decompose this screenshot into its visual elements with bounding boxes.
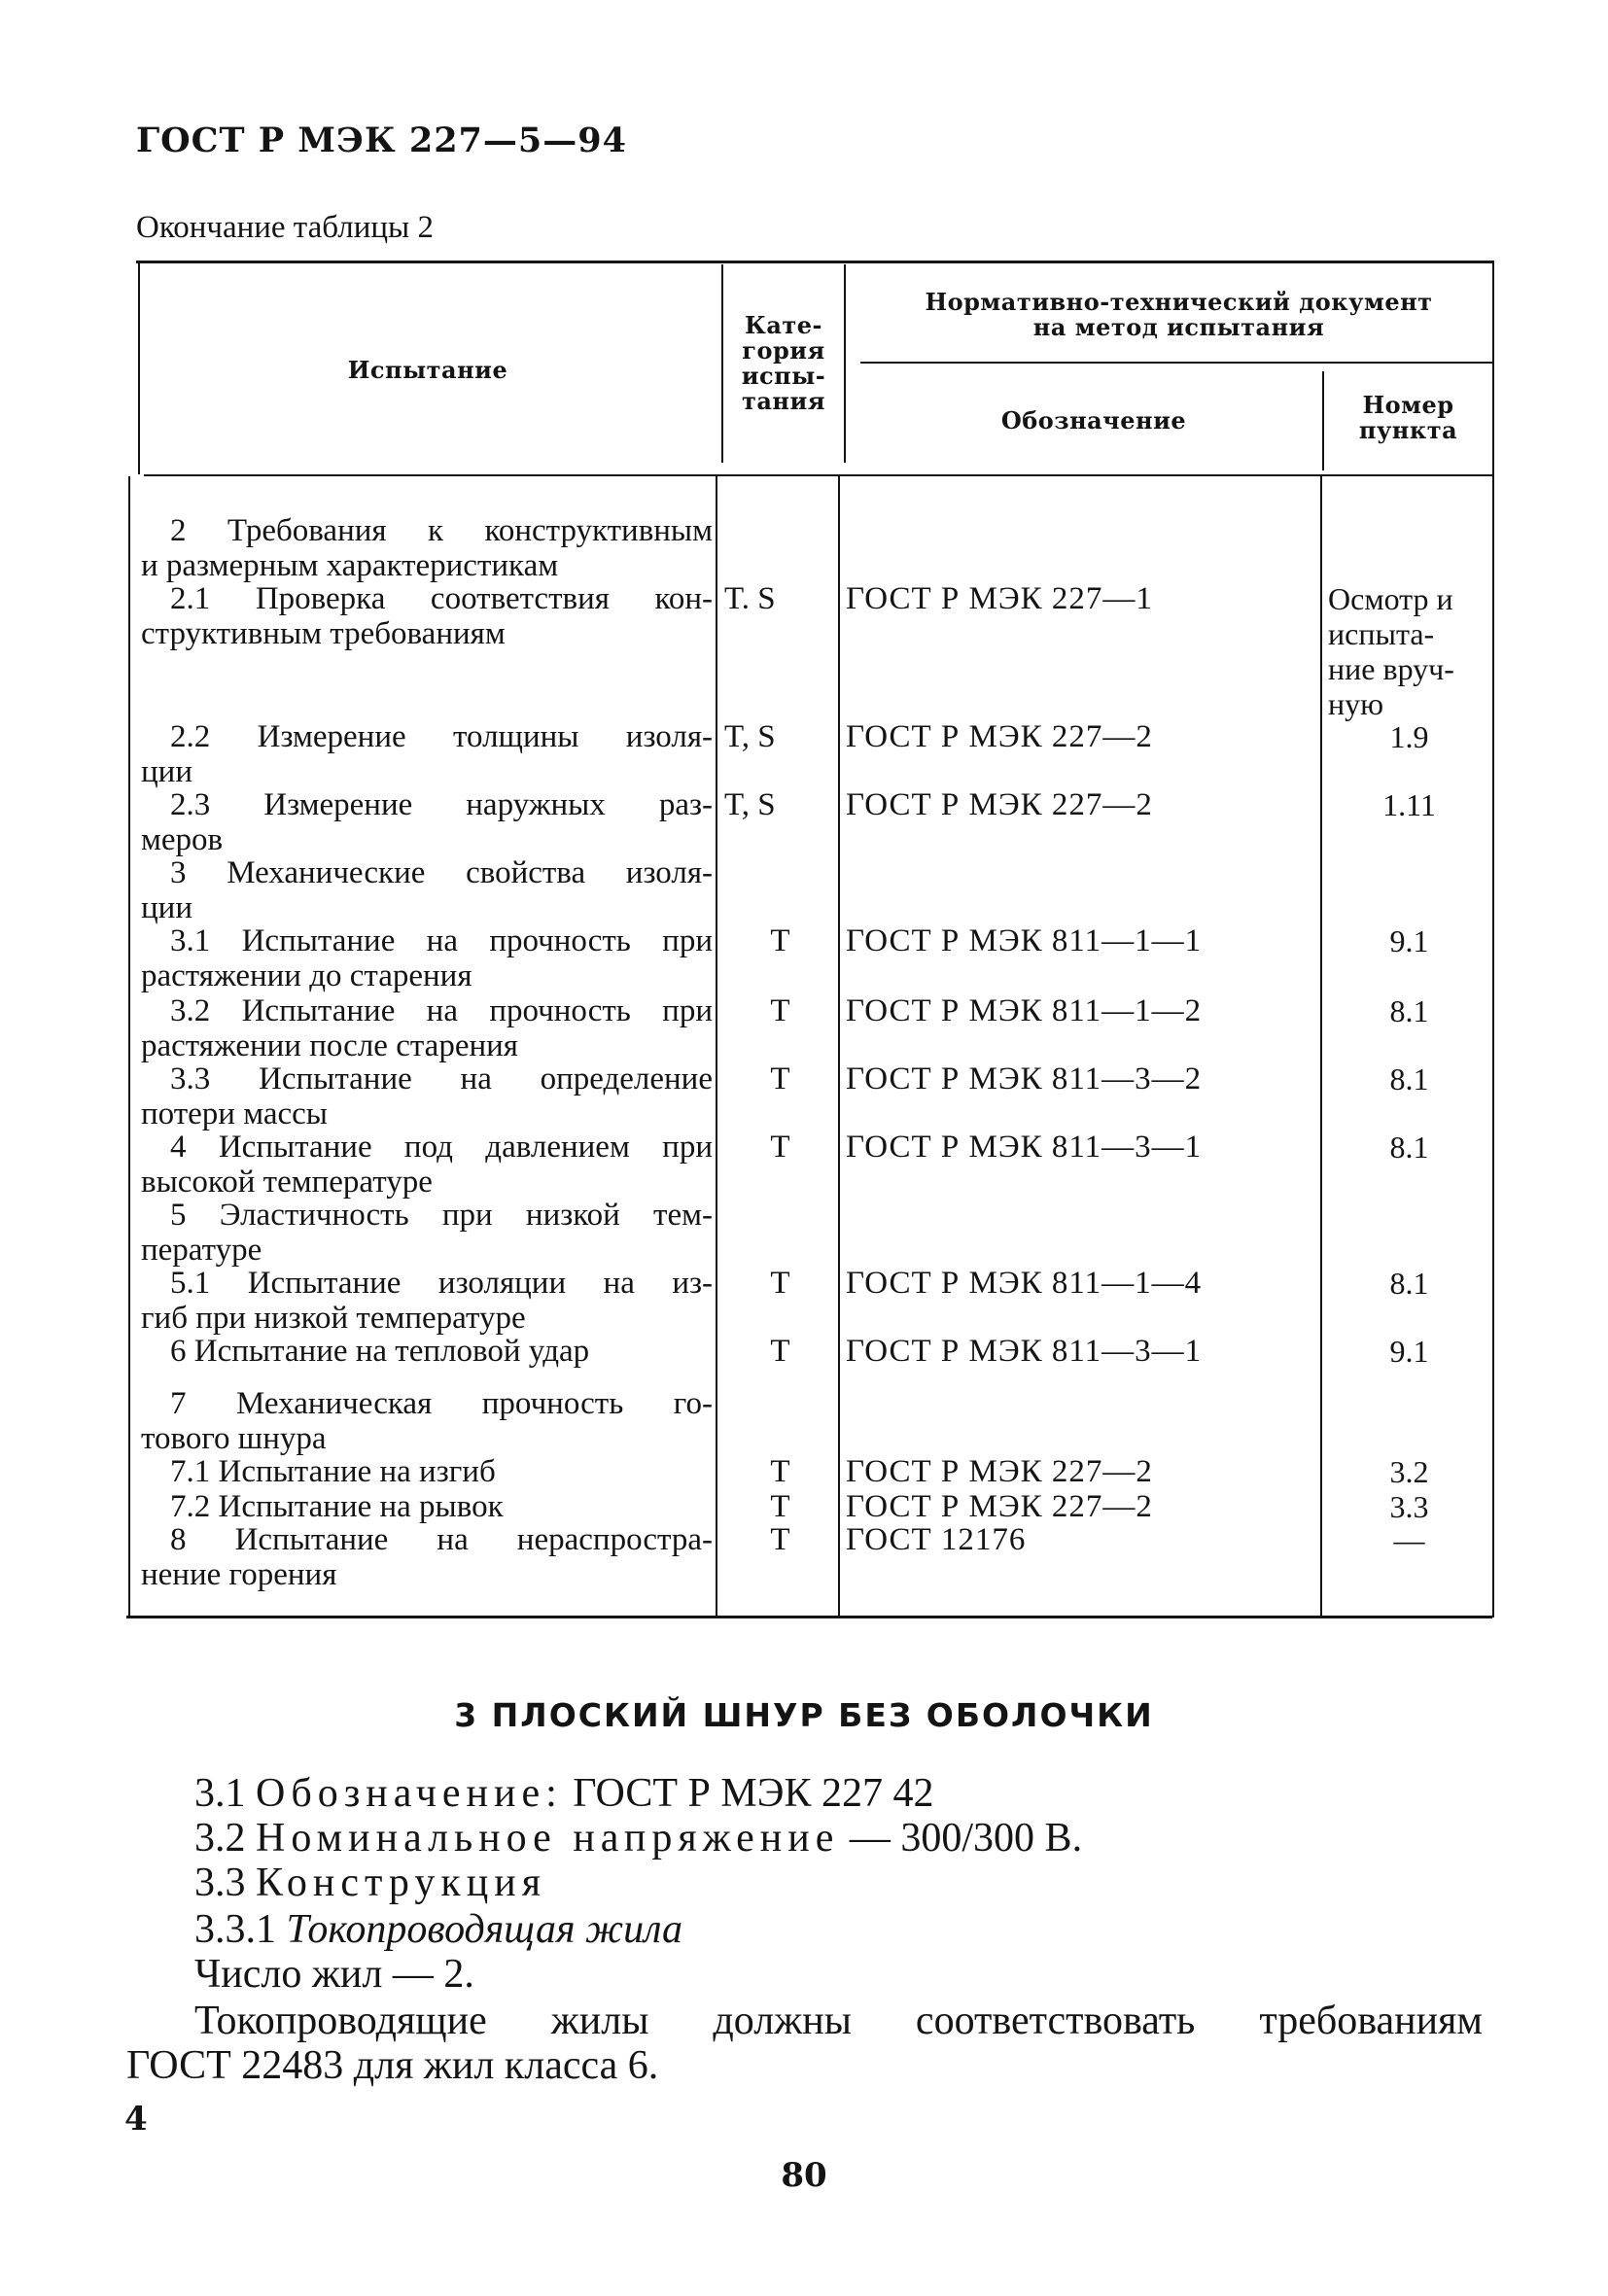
- cell-category: T: [770, 1061, 790, 1096]
- cell-test-line: 5.1 Испытание изоляции на из-: [170, 1266, 713, 1301]
- cell-test: [141, 719, 713, 789]
- cell-test-line: 2.2 Измерение толщины изоля-: [170, 719, 713, 754]
- cell-test-line: 2.3 Измерение наружных раз-: [170, 787, 713, 822]
- paragraph-conductor-count: Число жил — 2.: [194, 1952, 474, 1997]
- cell-test: [141, 855, 713, 925]
- header-category-line: Кате-: [745, 311, 822, 339]
- cell-clause-line: 9.1: [1389, 1334, 1429, 1369]
- cell-clause: [1324, 787, 1494, 822]
- header-category-line: испы-: [741, 362, 826, 390]
- clause-value: ГОСТ Р МЭК 227 42: [573, 1771, 934, 1816]
- cell-clause-line: —: [1393, 1522, 1425, 1557]
- paragraph-conductor-requirements: Токопроводящие жилы должны соответствовать требованиям: [194, 1999, 1483, 2043]
- cell-test-line: ции: [141, 754, 192, 789]
- cell-test: [141, 923, 713, 993]
- cell-test-line: 3 Механические свойства изоля-: [170, 855, 713, 890]
- clause-value: — 300/300 В.: [849, 1816, 1083, 1861]
- cell-clause: [1324, 1061, 1494, 1096]
- cell-clause-line: 9.1: [1389, 923, 1429, 958]
- cell-designation: ГОСТ Р МЭК 811—3—2: [846, 1061, 1203, 1096]
- header-test: Испытание: [347, 356, 508, 384]
- cell-clause-line: 8.1: [1389, 993, 1429, 1028]
- cell-test: [141, 1489, 713, 1524]
- cell-designation: ГОСТ Р МЭК 227—2: [846, 719, 1153, 754]
- paragraph-3-1: [194, 1771, 933, 1816]
- cell-category: T, S: [724, 719, 776, 754]
- cell-category: T: [770, 1130, 790, 1165]
- cell-clause: [1324, 1454, 1494, 1489]
- clause-number: 3.2: [194, 1816, 246, 1861]
- cell-test-line: 7 Механическая прочность го-: [170, 1386, 713, 1421]
- header-designation: Обозначение: [1000, 406, 1187, 435]
- cell-category: T: [770, 1266, 790, 1301]
- table-top-rule: [136, 261, 1492, 263]
- cell-test: [141, 787, 713, 857]
- cell-designation: ГОСТ Р МЭК 227—2: [846, 787, 1153, 822]
- col-divider-2: [844, 264, 846, 463]
- cell-designation: ГОСТ Р МЭК 227—1: [846, 581, 1153, 616]
- clause-label: Конструкция: [256, 1861, 547, 1905]
- cell-test-line: гиб при низкой температуре: [141, 1301, 526, 1336]
- header-category-line: тания: [741, 387, 826, 415]
- cell-test: [141, 513, 713, 583]
- cell-designation: ГОСТ 12176: [846, 1522, 1027, 1557]
- cell-clause: [1324, 1266, 1494, 1301]
- cell-designation: ГОСТ Р МЭК 811—3—1: [846, 1130, 1203, 1165]
- cell-test-line: 3.2 Испытание на прочность при: [170, 993, 713, 1028]
- cell-designation: ГОСТ Р МЭК 811—1—2: [846, 993, 1203, 1028]
- table-bottom-rule: [126, 1616, 1492, 1618]
- table-header-rule: [144, 474, 1492, 476]
- cell-test-line: 6 Испытание на тепловой удар: [170, 1334, 590, 1369]
- col-divider-1-body: [716, 476, 717, 1616]
- cell-clause: [1324, 719, 1494, 754]
- cell-designation: ГОСТ Р МЭК 811—1—1: [846, 923, 1203, 958]
- cell-category: T: [770, 1489, 790, 1524]
- cell-clause-line: 8.1: [1389, 1266, 1429, 1301]
- page-number: 80: [781, 2156, 827, 2195]
- cell-clause-line: 3.2: [1389, 1454, 1429, 1489]
- page-marker: 4: [124, 2100, 148, 2139]
- table-left-border: [138, 261, 140, 474]
- header-clause-line: Номер: [1362, 391, 1454, 419]
- cell-test-line: 5 Эластичность при низкой тем-: [170, 1198, 713, 1233]
- cell-category: T: [770, 1454, 790, 1489]
- header-normdoc-line: на метод испытания: [1032, 313, 1325, 341]
- cell-test-line: 4 Испытание под давлением при: [170, 1130, 713, 1165]
- cell-test-line: ции: [141, 890, 192, 925]
- cell-test: [141, 1522, 713, 1592]
- paragraph-3-3: [194, 1861, 546, 1905]
- cell-test: [141, 1266, 713, 1336]
- cell-clause-line: 8.1: [1389, 1061, 1429, 1096]
- cell-test-line: высокой температуре: [141, 1165, 433, 1200]
- header-category: [723, 313, 844, 414]
- table-subheader-rule: [860, 362, 1494, 364]
- cell-test: [141, 1061, 713, 1131]
- cell-category: T: [770, 1522, 790, 1557]
- cell-test-line: 2.1 Проверка соответствия кон-: [170, 581, 713, 616]
- cell-category: T. S: [724, 581, 776, 616]
- cell-test-line: пературе: [141, 1233, 262, 1268]
- cell-test: [141, 1198, 713, 1268]
- cell-designation: ГОСТ Р МЭК 811—1—4: [846, 1266, 1203, 1301]
- cell-test-line: 3.1 Испытание на прочность при: [170, 923, 713, 958]
- cell-clause-line: Осмотр и: [1328, 581, 1453, 616]
- cell-category: T: [770, 923, 790, 958]
- clause-number: 3.3: [194, 1861, 246, 1905]
- cell-clause: [1324, 1130, 1494, 1165]
- cell-clause-line: ние вруч-: [1328, 651, 1454, 686]
- cell-test-line: меров: [141, 822, 224, 857]
- clause-label: Токопроводящая жила: [286, 1907, 682, 1952]
- cell-category: T: [770, 1334, 790, 1369]
- cell-clause-line: 8.1: [1389, 1130, 1429, 1165]
- cell-designation: ГОСТ Р МЭК 227—2: [846, 1489, 1153, 1524]
- cell-test: [141, 1386, 713, 1456]
- cell-test: [141, 1130, 713, 1200]
- cell-test: [141, 581, 713, 651]
- cell-test-line: потери массы: [141, 1096, 328, 1131]
- cell-test-line: 3.3 Испытание на определение: [170, 1061, 713, 1096]
- cell-test-line: 2 Требования к конструктивным: [170, 513, 713, 548]
- paragraph-conductor-class: ГОСТ 22483 для жил класса 6.: [126, 2043, 659, 2088]
- cell-test-line: 7.2 Испытание на рывок: [170, 1489, 504, 1524]
- paragraph-3-2: [194, 1816, 1082, 1861]
- cell-clause: [1324, 1522, 1494, 1557]
- cell-test-line: и размерным характеристикам: [141, 548, 559, 583]
- cell-test: [141, 1454, 713, 1489]
- header-normdoc-line: Нормативно-технический документ: [925, 288, 1433, 316]
- cell-category: T: [770, 993, 790, 1028]
- cell-category: T, S: [724, 787, 776, 822]
- cell-test-line: 8 Испытание на нераспростра-: [170, 1522, 713, 1557]
- clause-number: 3.1: [194, 1771, 246, 1816]
- cell-test-line: нение горения: [141, 1557, 337, 1592]
- col-divider-2-body: [838, 476, 840, 1616]
- clause-number: 3.3.1: [194, 1907, 276, 1952]
- cell-test-line: растяжении после старения: [141, 1028, 518, 1063]
- header-normdoc: [865, 290, 1492, 340]
- cell-clause-line: 3.3: [1389, 1489, 1429, 1524]
- cell-clause-line: 1.11: [1382, 787, 1436, 822]
- header-category-line: гория: [742, 336, 825, 365]
- cell-clause-line: 1.9: [1389, 719, 1429, 754]
- cell-clause: [1324, 1334, 1494, 1369]
- cell-designation: ГОСТ Р МЭК 227—2: [846, 1454, 1153, 1489]
- cell-test: [141, 1334, 713, 1369]
- cell-test-line: растяжении до старения: [141, 958, 472, 993]
- cell-clause: [1324, 1489, 1494, 1524]
- cell-clause: [1324, 581, 1498, 721]
- cell-test-line: тового шнура: [141, 1421, 327, 1456]
- cell-test-line: 7.1 Испытание на изгиб: [170, 1454, 496, 1489]
- header-clause: [1324, 393, 1492, 443]
- document-header: ГОСТ Р МЭК 227—5—94: [136, 121, 627, 160]
- cell-clause: [1324, 993, 1494, 1028]
- cell-test: [141, 993, 713, 1063]
- section-title: 3 ПЛОСКИЙ ШНУР БЕЗ ОБОЛОЧКИ: [454, 1696, 1154, 1734]
- cell-designation: ГОСТ Р МЭК 811—3—1: [846, 1334, 1203, 1369]
- cell-clause-line: испыта-: [1328, 616, 1435, 651]
- clause-label: Номинальное напряжение: [256, 1816, 840, 1861]
- paragraph-3-3-1: [194, 1907, 682, 1952]
- col-divider-3-body: [1320, 476, 1322, 1616]
- clause-label: Обозначение:: [256, 1771, 563, 1816]
- table-caption: Окончание таблицы 2: [136, 210, 434, 245]
- cell-clause-line: ную: [1328, 686, 1384, 721]
- header-clause-line: пункта: [1358, 416, 1458, 444]
- cell-clause: [1324, 923, 1494, 958]
- table-left-border-body: [128, 476, 130, 1616]
- cell-test-line: структивным требованиям: [141, 616, 506, 651]
